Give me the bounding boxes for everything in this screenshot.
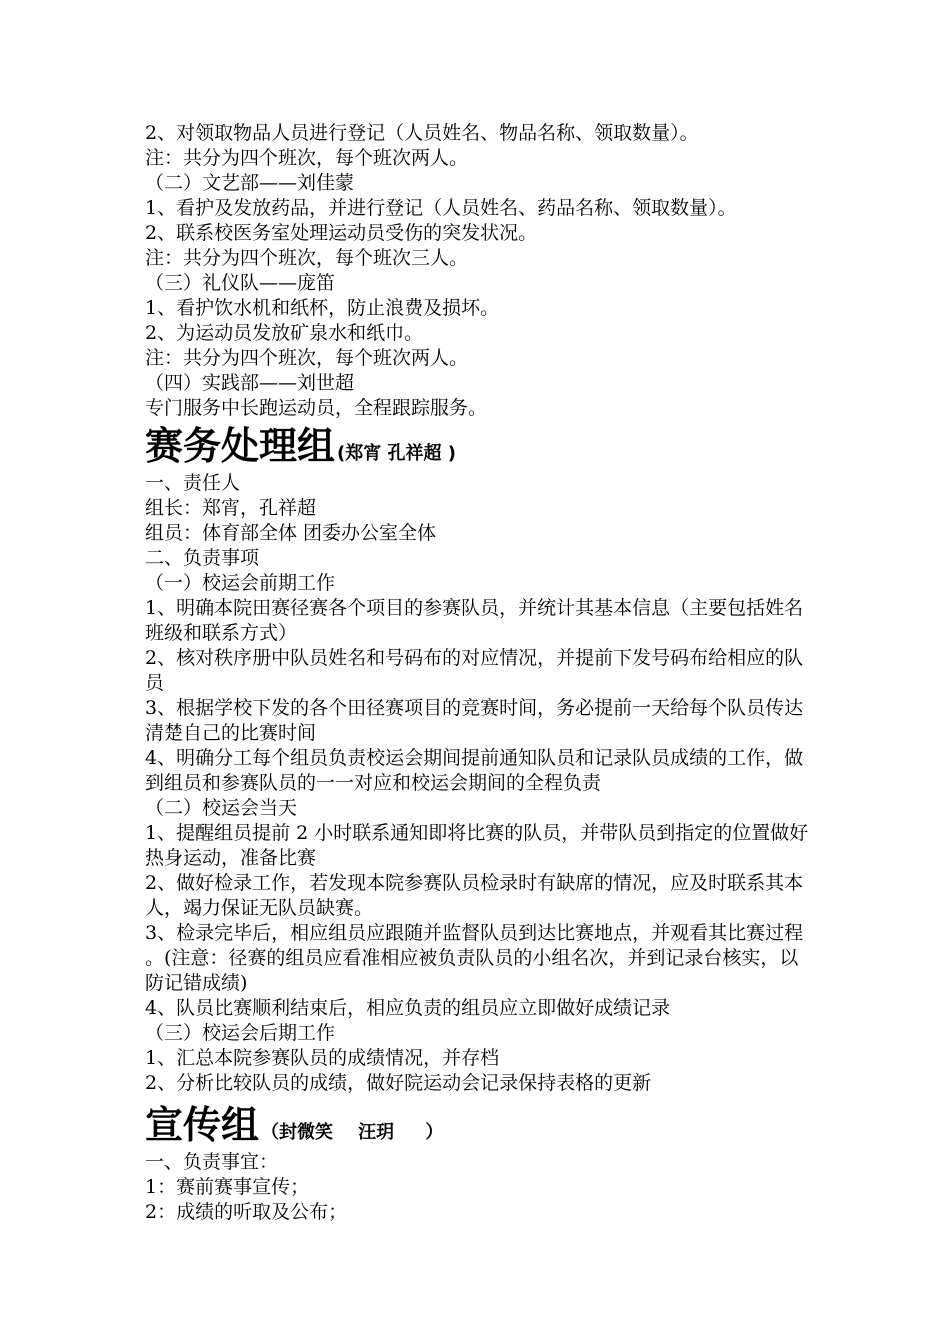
text-line: 一、责任人 — [145, 472, 241, 494]
paragraph: 2、核对秩序册中队员姓名和号码布的对应情况，并提前下发号码布给相应的队员 — [145, 647, 804, 694]
paragraph: 1、明确本院田赛径赛各个项目的参赛队员，并统计其基本信息（主要包括姓名班级和联系方式） — [145, 597, 804, 644]
document-page — [145, 121, 815, 1225]
text-line: 一、负责事宜： — [145, 1151, 279, 1173]
intro-block — [145, 121, 815, 421]
text-line: 2、分析比较队员的成绩，做好院运动会记录保持表格的更新 — [145, 1072, 652, 1094]
note-line: 注：共分为四个班次，每个班次三人。 — [145, 247, 469, 269]
text-line: 二、负责事项 — [145, 547, 260, 569]
text-line: 2：成绩的听取及公布； — [145, 1201, 348, 1223]
text-line: 1、看护饮水机和纸杯，防止浪费及损坏。 — [145, 297, 500, 319]
paragraph: 2、做好检录工作，若发现本院参赛队员检录时有缺席的情况，应及时联系其本人，竭力保证无队员缺赛。 — [145, 872, 804, 919]
text-line: 专门服务中长跑运动员，全程跟踪服务。 — [145, 397, 488, 419]
text-line: 组长：郑宵，孔祥超 — [145, 497, 317, 519]
subsection-heading: （一）校运会前期工作 — [145, 572, 336, 594]
text-line: 4、队员比赛顺利结束后，相应负责的组员应立即做好成绩记录 — [145, 997, 671, 1019]
text-line: 2、为运动员发放矿泉水和纸巾。 — [145, 322, 424, 344]
paragraph: 1、提醒组员提前 2 小时联系通知即将比赛的队员，并带队员到指定的位置做好热身运动，准备比赛 — [145, 822, 809, 869]
section-heading-match — [145, 421, 815, 471]
section-owners: (郑宵 孔祥超 ) — [337, 443, 457, 464]
subsection-heading: （四）实践部——刘世超 — [145, 372, 355, 394]
text-line: 2、对领取物品人员进行登记（人员姓名、物品名称、领取数量）。 — [145, 122, 699, 144]
paragraph: 4、明确分工每个组员负责校运会期间提前通知队员和记录队员成绩的工作，做到组员和参赛队员的一一对应和校运会期间的全程负责 — [145, 747, 804, 794]
text-line: 1：赛前赛事宣传； — [145, 1176, 310, 1198]
section-heading-publicity — [145, 1100, 815, 1150]
match-block — [145, 471, 815, 1096]
publicity-block — [145, 1150, 815, 1225]
text-line: 2、联系校医务室处理运动员受伤的突发状况。 — [145, 222, 538, 244]
subsection-heading: （二）校运会当天 — [145, 797, 298, 819]
text-line: 组员：体育部全体 团委办公室全体 — [145, 522, 437, 544]
text-line: 1、看护及发放药品，并进行登记（人员姓名、药品名称、领取数量）。 — [145, 197, 737, 219]
note-line: 注：共分为四个班次，每个班次两人。 — [145, 347, 469, 369]
subsection-heading: （三）礼仪队——庞笛 — [145, 272, 336, 294]
paragraph: 3、检录完毕后，相应组员应跟随并监督队员到达比赛地点，并观看其比赛过程。(注意：径赛的组员应看准相应被负责队员的小组名次，并到记录台核实，以防记错成绩) — [145, 922, 804, 994]
paragraph: 3、根据学校下发的各个田径赛项目的竞赛时间，务必提前一天给每个队员传达清楚自己的比赛时间 — [145, 697, 804, 744]
subsection-heading: （二）文艺部——刘佳蒙 — [145, 172, 355, 194]
subsection-heading: （三）校运会后期工作 — [145, 1022, 336, 1044]
section-title: 赛务处理组 — [145, 423, 336, 468]
note-line: 注：共分为四个班次，每个班次两人。 — [145, 147, 469, 169]
section-owners: （封微笑 汪玥 ） — [261, 1122, 444, 1143]
text-line: 1、汇总本院参赛队员的成绩情况，并存档 — [145, 1047, 500, 1069]
section-title: 宣传组 — [145, 1102, 260, 1147]
